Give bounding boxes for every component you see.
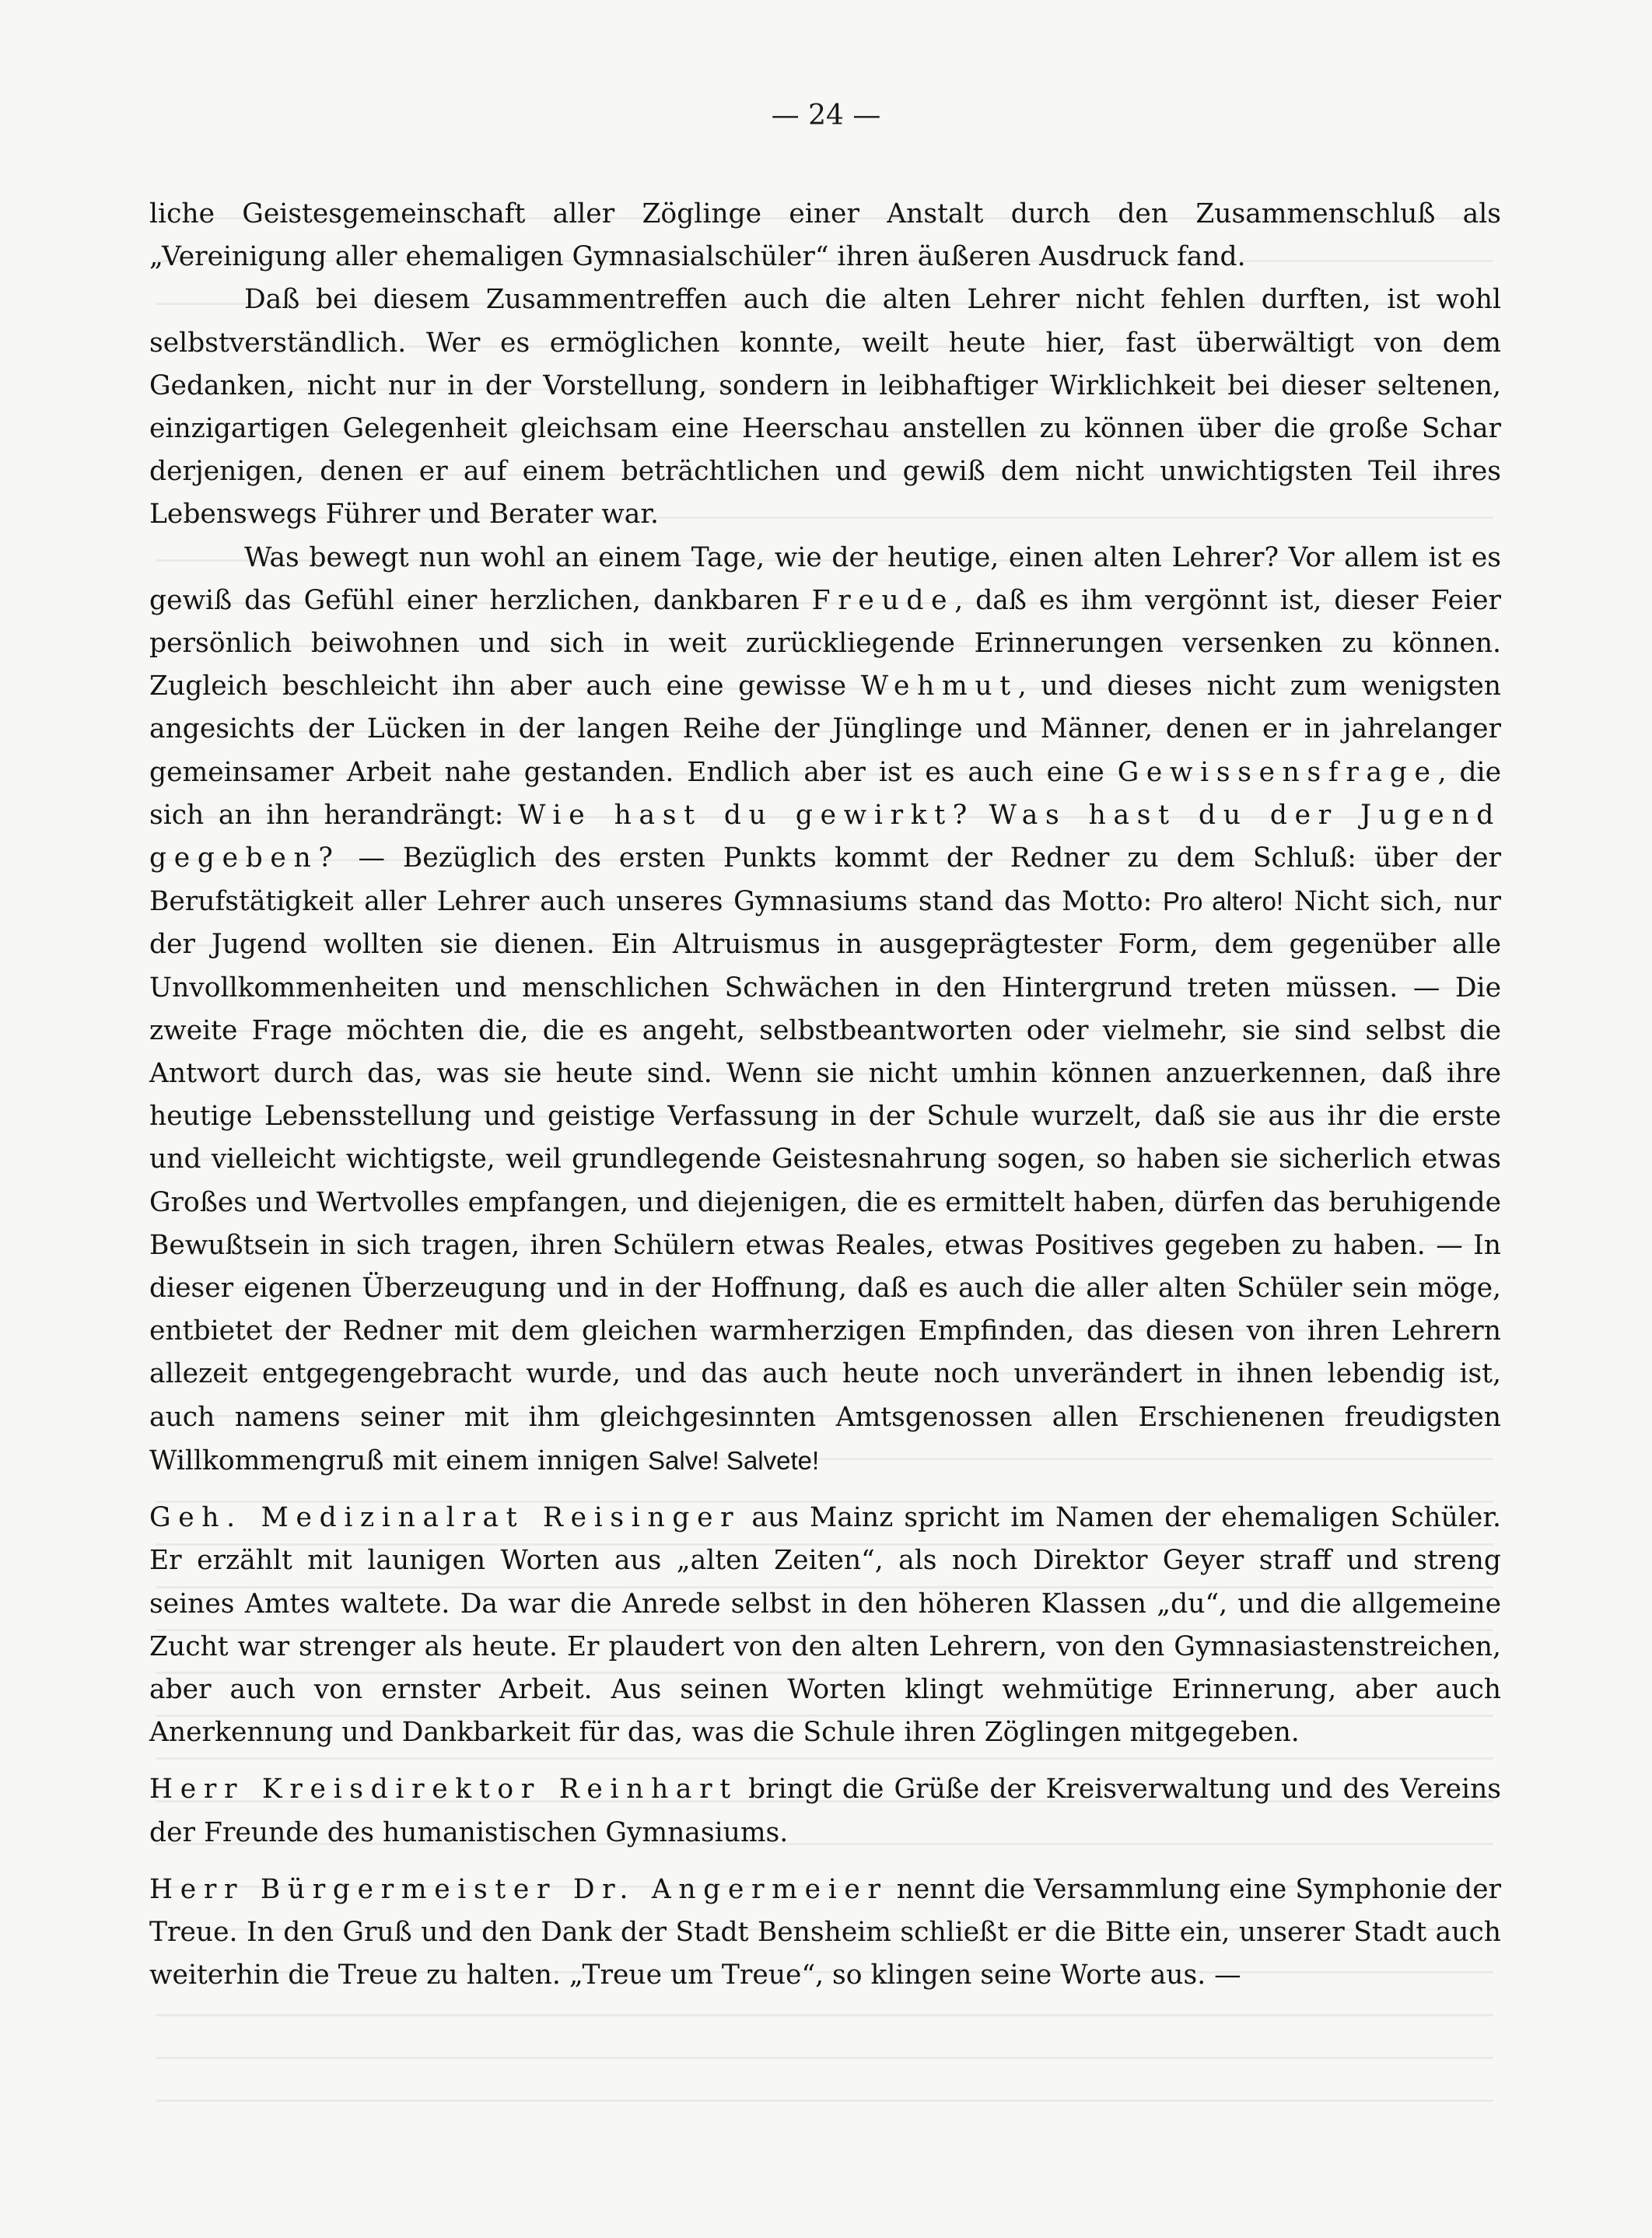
paragraph-angermeier xyxy=(149,1869,1501,1998)
paragraph-reinhart xyxy=(149,1768,1501,1854)
speaker-name-angermeier: Herr Bürgermeister Dr. Angermeier xyxy=(149,1873,888,1905)
page-number: — 24 — xyxy=(771,100,881,131)
motto-latin: Pro altero! xyxy=(1163,887,1284,916)
paragraph-reisinger xyxy=(149,1497,1501,1754)
speech-text-1: Was bewegt nun wohl an einem Tage, wie der heutige, einen alten Lehrer? Vor allem ist es gewiß das Gefühl einer herzlichen, dankbaren xyxy=(149,541,1501,616)
paragraph-teachers: Daß bei diesem Zusammentreffen auch die alten Lehrer nicht fehlen durften, ist wohl selbstverständlich. Wer es ermöglichen konnte, weilt heute hier, fast überwältigt von dem Gedanken, nicht nur in der Vorstellung, sondern in leibhaftiger Wirklichkeit bei dieser seltenen, einzigartigen Gelegenheit gleichsam eine Heerschau anstellen zu können über die große Schar derjenigen, denen er auf einem beträchtlichen und gewiß dem nicht unwichtigsten Teil ihres Lebenswegs Führer und Berater war. xyxy=(149,284,1501,531)
speech-text-2: , daß es ihm vergönnt ist, dieser Feier persönlich beiwohnen und sich in weit zurückliegende Erinnerungen versenken zu können. Zugleich beschleicht ihn aber auch eine gewisse xyxy=(149,584,1501,702)
speech-text-5 xyxy=(975,800,989,831)
body-text xyxy=(149,193,1501,1997)
speech-text-3: , und dieses nicht zum wenigsten angesichts der Lücken in der langen Reihe der Jünglinge und Männer, denen er in jahrelanger gemeinsamer Arbeit nahe gestanden. Endlich aber ist es auch eine xyxy=(149,671,1501,788)
speech-text-6: — Bezüglich des ersten Punkts kommt der Redner zu dem Schluß: über der Berufstätigkeit aller Lehrer auch unseres Gymnasiums stand das Motto: xyxy=(149,842,1501,918)
salve-latin: Salve! Salvete! xyxy=(648,1445,820,1475)
paragraph-continuation: liche Geistesgemeinschaft aller Zöglinge einer Anstalt durch den Zusammenschluß als „Vereinigung aller ehemaligen Gymnasialschüler“ ihren äußeren Ausdruck fand. xyxy=(149,198,1501,273)
angermeier-text: nennt die Versammlung eine Symphonie der Treue. In den Gruß und den Dank der Stadt Bensheim schließt er die Bitte ein, unserer Stadt auch weiterhin die Treue zu halten. „Treue um Treue“, so klingen seine Worte aus. — xyxy=(149,1873,1502,1991)
paragraph-speech xyxy=(149,537,1501,1483)
speech-text-7: Nicht sich, nur der Jugend wollten sie dienen. Ein Altruismus in ausgeprägtester Form, dem gegenüber alle Unvollkommenheiten und menschlichen Schwächen in den Hintergrund treten müssen. — Die zweite Frage möchten die, die es angeht, selbstbeantworten oder vielmehr, sie sind selbst die Antwort durch das, was sie heute sind. Wenn sie nicht umhin können anzuerkennen, daß ihre heutige Lebensstellung und geistige Verfassung in der Schule wurzelt, daß sie aus ihr die erste und vielleicht wichtigste, weil grundlegende Geistesnahrung sogen, so haben sie sicherlich etwas Großes und Wertvolles empfangen, und diejenigen, die es ermittelt haben, dürfen das beruhigende Bewußtsein in sich tragen, ihren Schülern etwas Reales, etwas Positives gegeben zu haben. — In dieser eigenen Überzeugung und in der Hoffnung, daß es auch die aller alten Schüler sein möge, entbietet der Redner mit dem gleichen warmherzigen Empfinden, das diesen von ihren Lehrern allezeit entgegengebracht wurde, und das auch heute noch unverändert in ihnen lebendig ist, auch namens seiner mit ihm gleichgesinnten Amtsgenossen allen Erschienenen freudigsten Willkommengruß mit einem innigen xyxy=(149,886,1501,1476)
emphasis-gewissensfrage: Gewissensfrage xyxy=(1117,756,1438,788)
speech-text-4: , die sich an ihn herandrängt: xyxy=(149,756,1501,831)
emphasis-question-1: Wie hast du gewirkt? xyxy=(518,799,975,831)
speaker-name-reinhart: Herr Kreisdirektor Reinhart xyxy=(149,1774,738,1805)
emphasis-question-2: Was hast du der Jugend gegeben? xyxy=(149,799,1502,874)
emphasis-wehmut: Wehmut xyxy=(860,671,1018,702)
emphasis-freude: Freude xyxy=(811,584,955,616)
reinhart-text: bringt die Grüße der Kreisverwaltung und des Vereins der Freunde des humanistischen Gymnasiums. xyxy=(149,1774,1501,1848)
reisinger-text: aus Mainz spricht im Namen der ehemaligen Schüler. Er erzählt mit launigen Worten aus „alten Zeiten“, als noch Direktor Geyer straff und streng seines Amtes waltete. Da war die Anrede selbst in den höheren Klassen „du“, und die allgemeine Zucht war strenger als heute. Er plaudert von den alten Lehrern, von den Gymnasiastenstreichen, aber auch von ernster Arbeit. Aus seinen Worten klingt wehmütige Erinnerung, aber auch Anerkennung und Dankbarkeit für das, was die Schule ihren Zöglingen mitgegeben. xyxy=(149,1502,1501,1749)
speaker-name-reisinger: Geh. Medizinalrat Reisinger xyxy=(149,1502,741,1534)
